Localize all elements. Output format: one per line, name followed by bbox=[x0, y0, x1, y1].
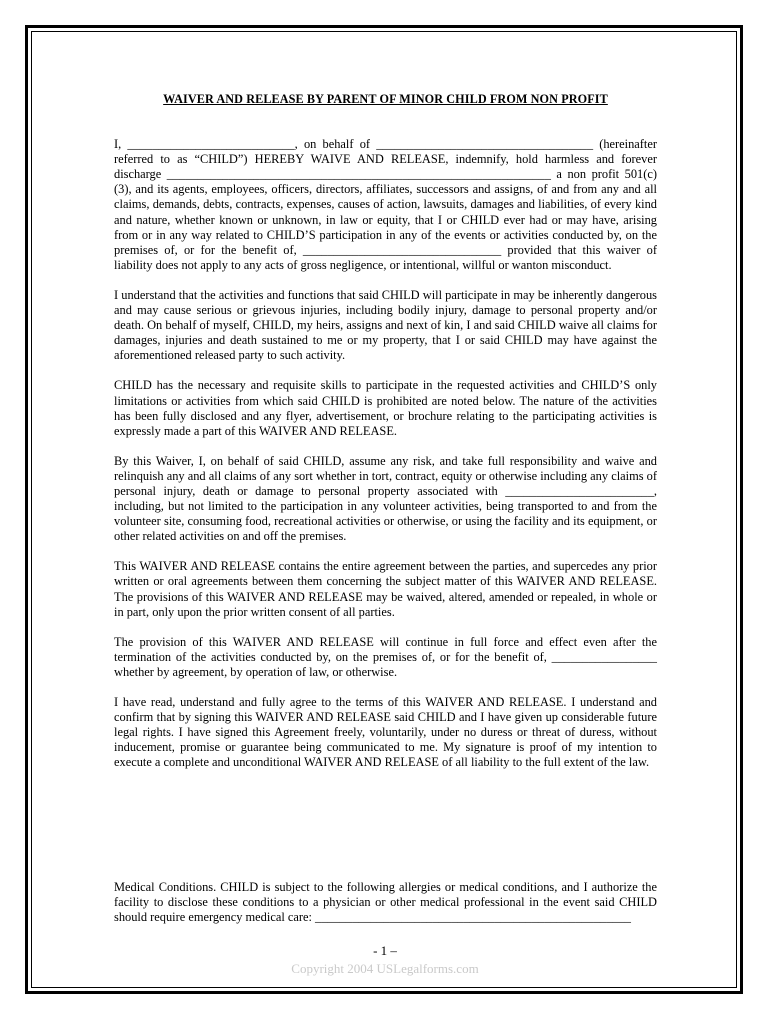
paragraph-skills: CHILD has the necessary and requisite skills to participate in the requested activities and CHILD’S only limitations or activities from which said CHILD is prohibited are noted below. The nature of the activities has been fully disclosed and any flyer, advertisement, or brochure relating to the participating activities is expressly made a part of this WAIVER AND RELEASE. bbox=[114, 378, 657, 438]
paragraph-acknowledgement: I have read, understand and fully agree to the terms of this WAIVER AND RELEASE. I understand and confirm that by signing this WAIVER AND RELEASE said CHILD and I have given up considerable future legal rights. I have signed this Agreement freely, voluntarily, under no duress or threat of duress, without inducement, promise or guarantee being communicated to me. My signature is proof of my intention to execute a complete and unconditional WAIVER AND RELEASE of all liability to the full extent of the law. bbox=[114, 695, 657, 770]
paragraph-risks: I understand that the activities and functions that said CHILD will participate in may be inherently dangerous and may cause serious or grievous injuries, including bodily injury, damage to personal property and/or death. On behalf of myself, CHILD, my heirs, assigns and next of kin, I and said CHILD waive all claims for damages, injuries and death sustained to me or my property, that I or said CHILD may have against the aforementioned released party to such activity. bbox=[114, 287, 657, 363]
paragraph-assumption-of-risk: By this Waiver, I, on behalf of said CHILD, assume any risk, and take full responsibility and waive and relinquish any and all claims of any sort whether in tort, contract, equity or otherwise including any claims of personal injury, death or damage to personal property associated with ________________________, including, but not limited to the participation in any volunteer activities, being transported to and from the volunteer site, consuming food, recreational activities or otherwise, or using the facility and its equipment, or other related activities on and off the premises. bbox=[114, 453, 657, 544]
page-number: - 1 – bbox=[373, 943, 397, 958]
paragraph-release: I, ___________________________, on behalf of ___________________________________ (hereinafter referred to as “CHILD”) HEREBY WAIVE AND RELEASE, indemnify, hold harmless and forever discharge ______________________________________________________________ a non profit 501(c) (3), and its agents, employees, officers, directors, affiliates, successors and assigns, of and from any and all claims, demands, debts, contracts, expenses, causes of action, lawsuits, damages and liabilities, of every kind and nature, whether known or unknown, in law or equity, that I or CHILD ever had or may have, arising from or in any way related to CHILD’S participation in any of the events or activities conducted by, on the premises of, or for the benefit of, ________________________________ provided that this waiver of liability does not apply to any acts of gross negligence, or intentional, willful or wanton misconduct. bbox=[114, 137, 657, 272]
copyright-footer: Copyright 2004 USLegalforms.com bbox=[291, 961, 479, 976]
document-title: WAIVER AND RELEASE BY PARENT OF MINOR CHILD FROM NON PROFIT bbox=[163, 92, 608, 106]
document-body bbox=[114, 92, 657, 785]
paragraph-survival: The provision of this WAIVER AND RELEASE will continue in full force and effect even after the termination of the activities conducted by, on the premises of, or for the benefit of, _________________ whether by agreement, by operation of law, or otherwise. bbox=[114, 634, 657, 679]
paragraph-medical-conditions: Medical Conditions. CHILD is subject to the following allergies or medical conditions, and I authorize the facility to disclose these conditions to a physician or other medical professional in the event said CHILD should require emergency medical care: ___________________________________________________ bbox=[114, 880, 657, 925]
paragraph-entire-agreement: This WAIVER AND RELEASE contains the entire agreement between the parties, and supercedes any prior written or oral agreements between them concerning the subject matter of this WAIVER AND RELEASE. The provisions of this WAIVER AND RELEASE may be waived, altered, amended or repealed, in whole or in part, only upon the prior written consent of all parties. bbox=[114, 559, 657, 619]
